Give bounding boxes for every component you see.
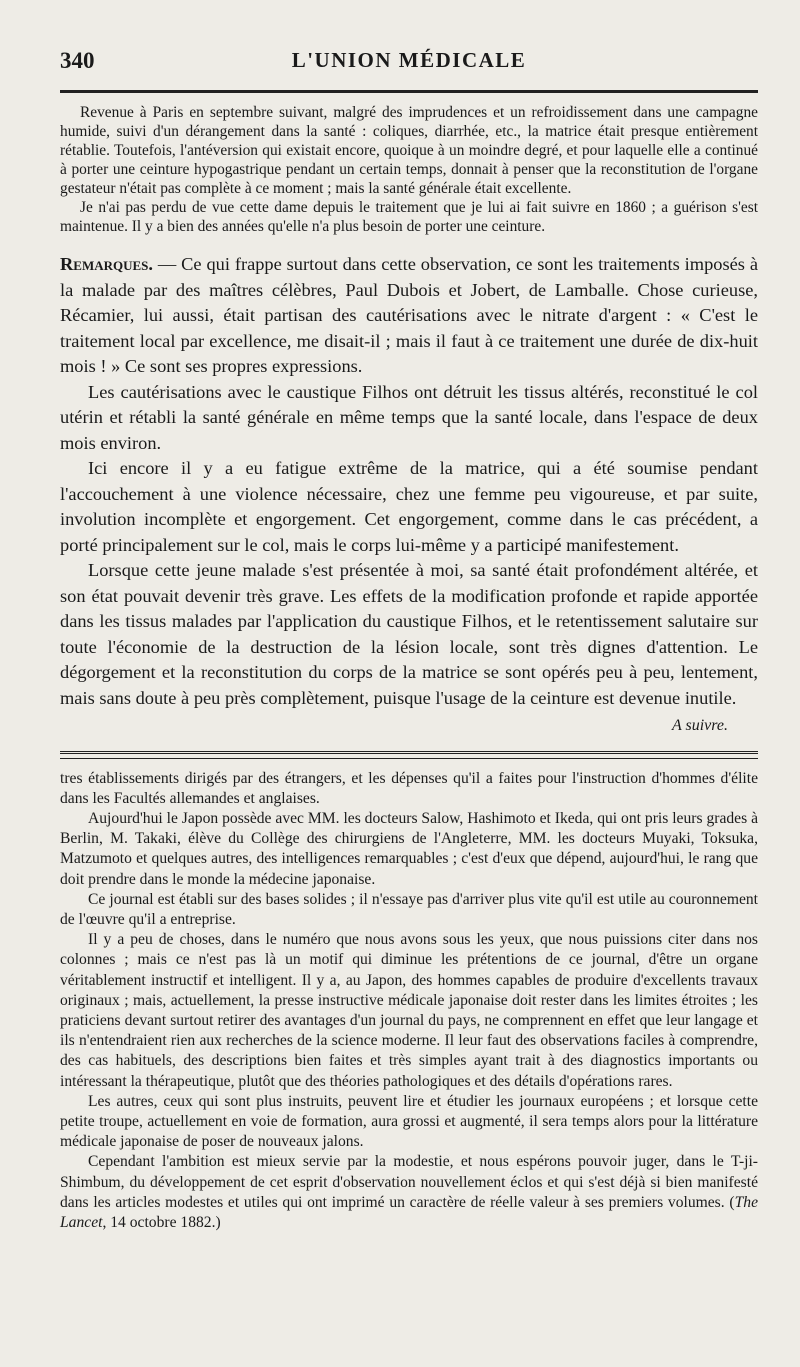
feuilleton-rule	[60, 751, 758, 759]
remarks-section	[60, 252, 758, 739]
feuilleton-paragraph: Ce journal est établi sur des bases solides ; il n'essaye pas d'arriver plus vite qu'il est utile au couronnement de l'œuvre qu'il a entreprise.	[60, 890, 758, 928]
remarks-heading: Remarques.	[60, 254, 153, 274]
citation-open: (	[729, 1193, 735, 1211]
page-number: 340	[60, 48, 95, 73]
feuilleton-paragraph: Les autres, ceux qui sont plus instruits, peuvent lire et étudier les journaux européens ; et lorsque cette petite troupe, actuellement en voie de formation, aura grossi et augmenté, il sera temps alors pour la littérature médicale japonaise de poser de nouveaux jalons.	[60, 1092, 758, 1151]
feuilleton-paragraph	[60, 1152, 758, 1233]
page-header	[60, 48, 758, 84]
feuilleton-text: Cependant l'ambition est mieux servie par la modestie, et nous espérons pouvoir juger, dans le T-ji-Shimbum, du développement de cet esprit d'observation nouvellement éclos et qui s'est déjà si bien manifesté dans les articles modestes et utiles qui ont imprimé un caractère de réelle valeur à ses premiers volumes.	[60, 1153, 758, 1211]
header-rule	[60, 90, 758, 93]
journal-title: L'UNION MÉDICALE	[291, 48, 527, 72]
citation-source: The Lancet	[60, 1193, 758, 1231]
case-report-conclusion	[60, 103, 758, 236]
feuilleton-paragraph: Il y a peu de choses, dans le numéro que nous avons sous les yeux, que nous puissions citer dans nos colonnes ; mais ce n'est pas là un motif qui diminue les prétentions de ce journal, d'être un organe véritablement instructif et intelligent. Il y a, au Japon, des hommes capables de produire d'excellents travaux originaux ; mais, actuellement, la presse instructive médicale japonaise doit rester dans les limites étroites ; les praticiens devant surtout retirer des avantages d'un journal du pays, ne comprennent en effet que leur langage et ils n'entendraient rien aux recherches de la science moderne. Il leur faut des observations faciles à comprendre, des cas habituels, des descriptions bien faites et très simples ayant trait à des diagnostics importants ou intéressant la thérapeutique, plutôt que des théories pathologiques et des détails d'opérations rares.	[60, 931, 758, 1090]
to-be-continued: A suivre.	[672, 717, 728, 734]
remarks-paragraph: Les cautérisations avec le caustique Filhos ont détruit les tissus altérés, reconstitué le col utérin et rétabli la santé générale en même temps que la santé locale, dans l'espace de deux mois environ.	[60, 381, 758, 453]
remarks-text: — Ce qui frappe surtout dans cette observation, ce sont les traitements imposés à la malade par des maîtres célèbres, Paul Dubois et Jobert, de Lamballe. Chose curieuse, Récamier, lui aussi, était partisan des cautérisations avec le nitrate d'argent : « C'est le traitement local par excellence, me disait-il ; mais il faut à ce traitement une durée de dix-huit mois ! » Ce sont ses propres expressions.	[60, 254, 758, 376]
feuilleton-paragraph: Aujourd'hui le Japon possède avec MM. les docteurs Salow, Hashimoto et Ikeda, qui ont pris leurs grades à Berlin, M. Takaki, élève du Collège des chirurgiens de l'Angleterre, MM. les docteurs Muyaki, Toksuka, Matzumoto et quelques autres, des intelligences remarquables ; c'est d'eux que dépend, aujourd'hui, le rang que doit prendre dans le monde la médecine japonaise.	[60, 809, 758, 888]
case-paragraph: Revenue à Paris en septembre suivant, malgré des imprudences et un refroidissement dans une campagne humide, suivi d'un dérangement dans la santé : coliques, diarrhée, etc., la matrice était presque entièrement rétablie. Toutefois, l'antéversion qui existait encore, quoique à un moindre degré, et pour laquelle elle a continué à porter une ceinture hypogastrique pendant un certain temps, donnait à penser que la reconstitution de l'organe gestateur n'était pas complète à ce moment ; mais la santé générale était excellente.	[60, 104, 758, 197]
feuilleton-paragraph: tres établissements dirigés par des étrangers, et les dépenses qu'il a faites pour l'instruction d'hommes d'élite dans les Facultés allemandes et anglaises.	[60, 769, 758, 807]
remarks-paragraph	[60, 252, 758, 380]
feuilleton-section	[60, 769, 758, 1234]
case-paragraph: Je n'ai pas perdu de vue cette dame depuis le traitement que je lui ai fait suivre en 1860 ; a guérison s'est maintenue. Il y a bien des années qu'elle n'a plus besoin de porter une ceinture.	[60, 199, 758, 235]
citation-date: , 14 octobre 1882.)	[102, 1213, 221, 1231]
remarks-paragraph: Ici encore il y a eu fatigue extrême de la matrice, qui a été soumise pendant l'accouchement à une violence nécessaire, chez une femme peu vigoureuse, et par suite, involution incomplète et engorgement. Cet engorgement, comme dans le cas précédent, a porté principalement sur le col, mais le corps lui-même y a participé manifestement.	[60, 458, 758, 555]
remarks-paragraph: Lorsque cette jeune malade s'est présentée à moi, sa santé était profondément altérée, et son état pouvait devenir très grave. Les effets de la modification profonde et rapide apportée dans les tissus malades par l'application du caustique Filhos, et le retentissement salutaire sur toute l'économie de la destruction de la lésion locale, sont très dignes d'attention. Le dégorgement et la reconstitution du corps de la matrice se sont opérés peu à peu, lentement, mais sans doute à peu près complètement, puisque l'usage de la ceinture est devenue inutile.	[60, 560, 758, 708]
